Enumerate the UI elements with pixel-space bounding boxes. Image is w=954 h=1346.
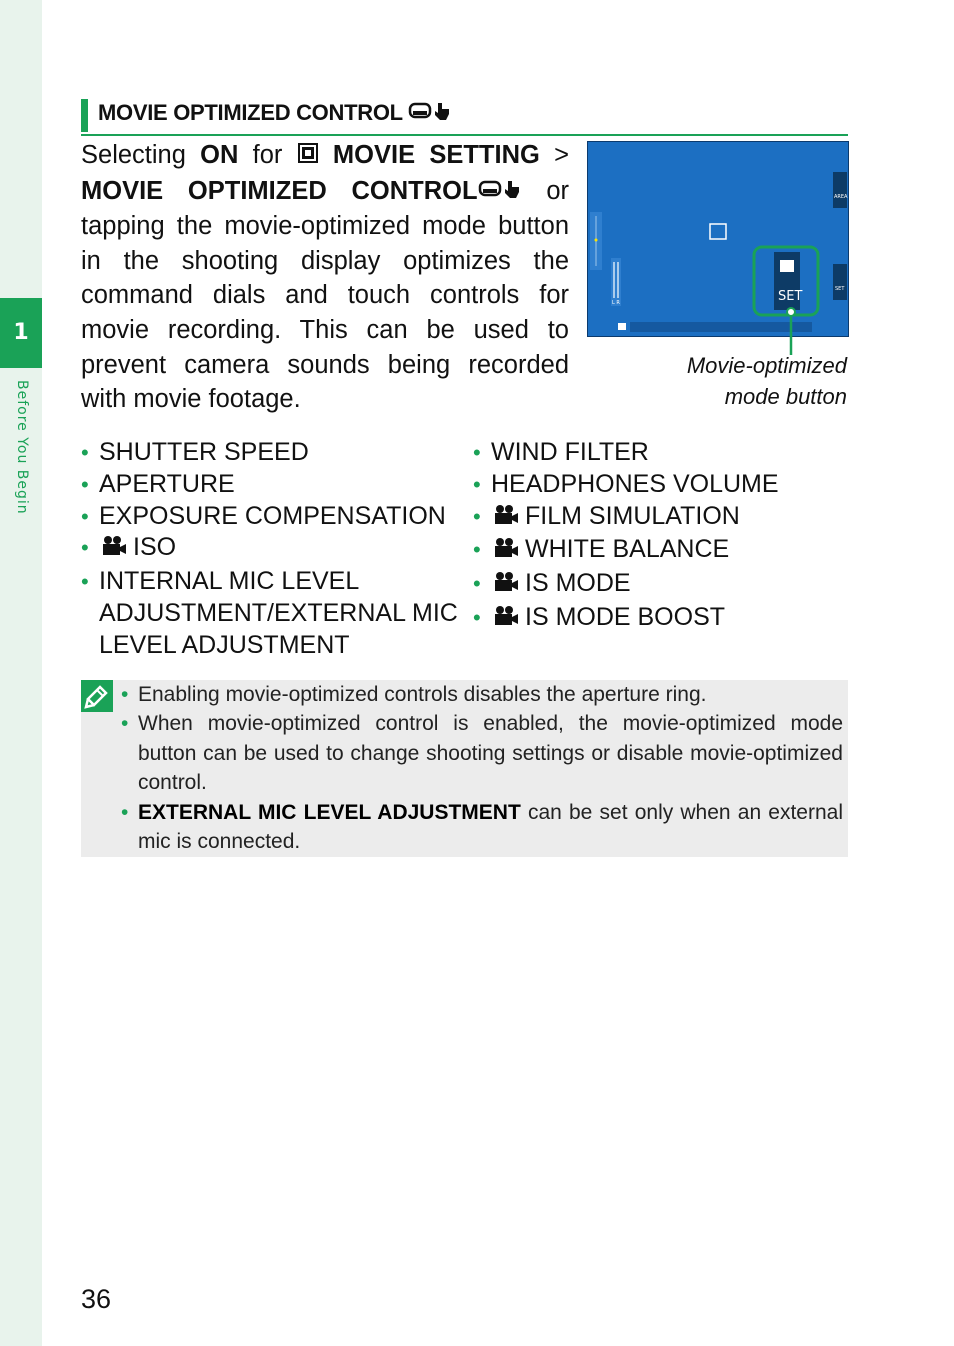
focus-frame — [710, 224, 726, 239]
list-item — [473, 568, 853, 602]
list-item — [81, 501, 461, 533]
callout-dot — [787, 308, 795, 316]
list-item — [473, 534, 853, 568]
list-item — [81, 437, 461, 469]
heading-title-wrap — [98, 100, 452, 128]
intro-paragraph — [81, 138, 569, 417]
audio-meter-box — [611, 258, 621, 306]
touch-control-icon — [408, 100, 452, 128]
intro-text-4: or tapping the movie-optimized mode button in the shooting display optimizes the command dials and touch controls for movie recording. This can be used to prevent camera sounds being recorded with movie footage. — [81, 176, 569, 414]
list-item-text: SHUTTER SPEED — [99, 438, 309, 466]
note-item — [119, 798, 843, 857]
movie-mode-status-icon — [618, 323, 626, 330]
set-button-small[interactable] — [833, 264, 847, 300]
exposure-indicator — [595, 239, 598, 242]
list-item — [473, 437, 853, 469]
list-item — [81, 469, 461, 501]
movie-camera-icon — [491, 604, 519, 636]
movie-camera-icon — [99, 534, 127, 566]
list-item-text: WHITE BALANCE — [525, 535, 730, 564]
list-item-text: INTERNAL MIC LEVEL ADJUSTMENT/EXTERNAL MIC LEVEL ADJUSTMENT — [99, 567, 458, 659]
intro-on: ON — [200, 141, 239, 169]
settings-list-right — [473, 437, 853, 636]
list-item-text: WIND FILTER — [491, 438, 649, 466]
movie-camera-icon — [491, 536, 519, 568]
note-item — [119, 709, 843, 797]
intro-movie-setting: MOVIE SETTING — [332, 141, 540, 169]
note-box — [81, 680, 848, 857]
list-item-text: IS MODE BOOST — [525, 602, 726, 631]
set-button-small-label: SET — [835, 286, 845, 292]
mode-button-label: SET — [778, 289, 803, 304]
intro-text-2: for — [238, 141, 297, 169]
list-item-text: HEADPHONES VOLUME — [491, 469, 779, 498]
touch-control-icon — [478, 175, 522, 210]
intro-movie-optimized-control: MOVIE OPTIMIZED CONTROL — [81, 176, 478, 205]
note-item-text: can be set only when an external mic is connected. — [138, 800, 843, 854]
status-bar — [630, 322, 812, 332]
list-item-text: APERTURE — [99, 469, 235, 498]
area-button-label: AREA — [834, 194, 848, 200]
list-item — [473, 501, 853, 535]
list-item — [81, 532, 461, 566]
chapter-label: Before You Begin — [14, 380, 30, 515]
figure-caption-line-1: Movie-optimized — [686, 353, 847, 378]
heading-title: MOVIE OPTIMIZED CONTROL — [98, 100, 403, 125]
movie-camera-icon — [491, 570, 519, 602]
audio-meter-label: L R — [612, 300, 620, 306]
note-item — [119, 680, 843, 709]
page-number: 36 — [81, 1284, 112, 1314]
note-pencil-icon — [81, 680, 113, 712]
list-item-text: ISO — [133, 533, 177, 562]
note-item-text: Enabling movie-optimized controls disables the aperture ring. — [138, 683, 707, 706]
heading-accent-bar — [81, 99, 88, 132]
note-list — [119, 680, 843, 856]
movie-camera-icon — [491, 503, 519, 535]
chapter-strip — [0, 0, 42, 1346]
camera-screen-svg — [588, 142, 848, 336]
list-item-text: FILM SIMULATION — [525, 501, 740, 530]
settings-list-left — [81, 437, 461, 662]
section-heading — [81, 98, 848, 136]
chapter-number: 1 — [13, 320, 29, 345]
movie-menu-icon — [297, 139, 319, 174]
figure-caption-line-2: mode button — [724, 384, 847, 409]
list-item — [473, 602, 853, 636]
list-item-text: IS MODE — [525, 569, 631, 598]
note-item-bold: EXTERNAL MIC LEVEL ADJUSTMENT — [138, 800, 521, 824]
movie-camera-icon — [780, 260, 794, 272]
intro-text-1: Selecting — [81, 141, 201, 169]
list-item — [473, 469, 853, 501]
area-button[interactable] — [833, 172, 847, 208]
figure-caption — [640, 350, 847, 412]
list-item — [81, 566, 461, 661]
list-item-text: EXPOSURE COMPENSATION — [99, 501, 446, 530]
camera-screen-illustration — [587, 141, 849, 337]
note-item-text: When movie-optimized control is enabled, the movie-optimized mode button can be used to change shooting settings or disable movie-optimized control. — [138, 712, 843, 795]
intro-text-3: > — [539, 141, 569, 169]
